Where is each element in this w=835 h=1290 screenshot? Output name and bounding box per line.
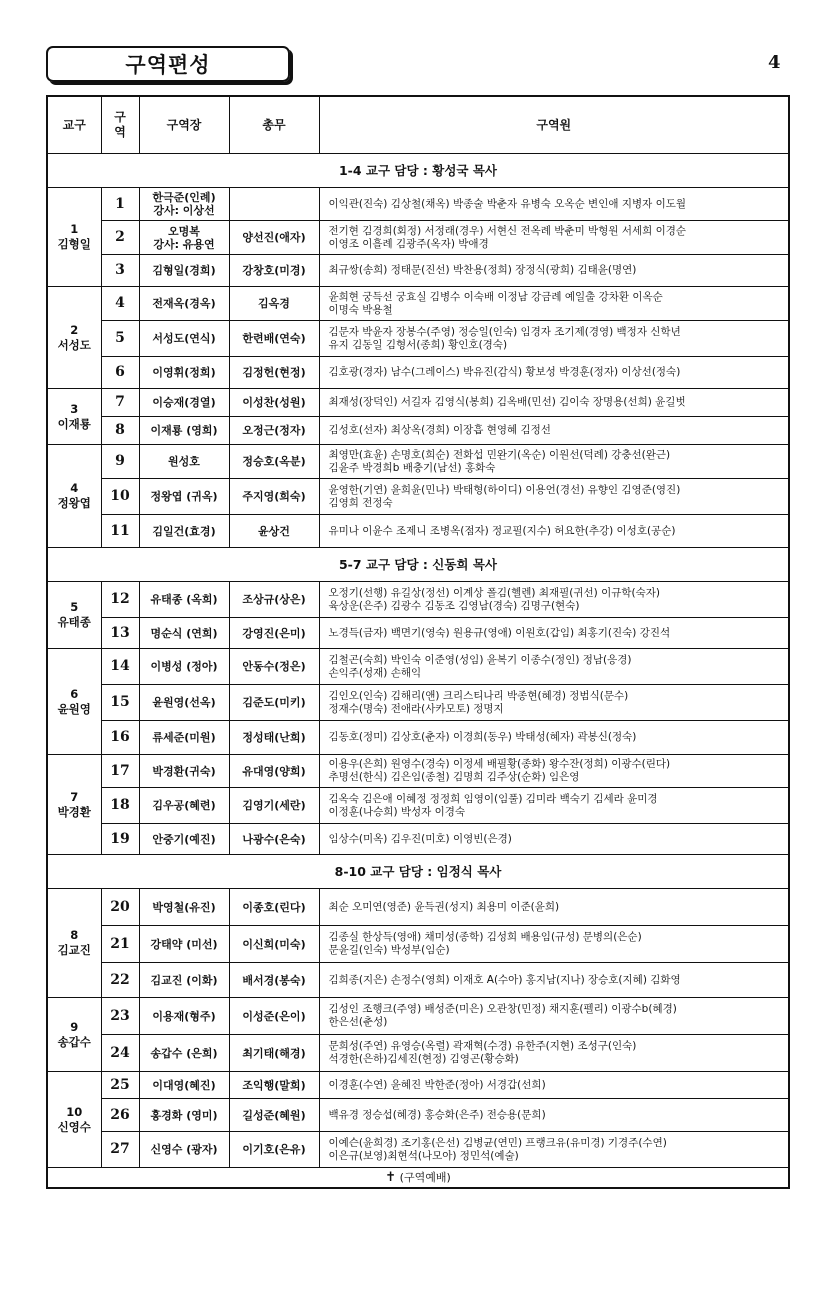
district-members: 최영만(효윤) 손명호(희순) 전화섭 민완기(옥순) 이원선(덕례) 강충선(완근) 김윤주 박경희b 배충기(남선) 홍화숙 [319, 445, 789, 479]
header-district: 구 역 [101, 96, 139, 154]
district-secretary: 한련배(연숙) [229, 321, 319, 357]
zone-cell: 10 신영수 [47, 1072, 101, 1168]
page-title: 구역편성 [46, 46, 290, 82]
table-row [47, 963, 789, 998]
district-number: 11 [101, 515, 139, 548]
district-secretary: 강창호(미경) [229, 255, 319, 287]
district-members: 문희성(주연) 유영승(옥렬) 곽재혁(수경) 유한주(지현) 조성구(인숙) 석경한(은하)김세진(현정) 김영곤(황승화) [319, 1035, 789, 1072]
district-members: 임상수(미옥) 김우진(미호) 이영빈(은경) [319, 824, 789, 855]
district-leader: 김교진 (이화) [139, 963, 229, 998]
district-leader: 김일건(효경) [139, 515, 229, 548]
district-number: 10 [101, 479, 139, 515]
district-number: 24 [101, 1035, 139, 1072]
table-row [47, 417, 789, 445]
district-number: 14 [101, 649, 139, 685]
district-members: 윤희현 궁득선 궁효실 김병수 이숙배 이정남 강금례 예일출 강차환 이옥순 이명숙 박용철 [319, 287, 789, 321]
district-secretary: 나광수(은숙) [229, 824, 319, 855]
district-secretary: 강영진(은미) [229, 618, 319, 649]
district-secretary: 양선진(애자) [229, 221, 319, 255]
table-row [47, 255, 789, 287]
district-number: 8 [101, 417, 139, 445]
district-leader: 김형일(경희) [139, 255, 229, 287]
district-leader: 류세준(미원) [139, 721, 229, 755]
district-leader: 이병성 (정아) [139, 649, 229, 685]
table-row [47, 221, 789, 255]
page-number: 4 [768, 52, 781, 73]
district-number: 15 [101, 685, 139, 721]
district-leader: 신영수 (광자) [139, 1132, 229, 1168]
table-row [47, 188, 789, 221]
district-number: 13 [101, 618, 139, 649]
table-row [47, 998, 789, 1035]
district-leader: 송갑수 (은희) [139, 1035, 229, 1072]
table-row [47, 649, 789, 685]
district-members: 최재성(장덕인) 서길자 김영식(봉희) 김옥배(민선) 김이숙 장명용(선희) 윤길벗 [319, 389, 789, 417]
district-leader: 이영휘(정희) [139, 357, 229, 389]
table-row [47, 685, 789, 721]
district-number: 4 [101, 287, 139, 321]
footer-text: (구역예배) [399, 1171, 451, 1184]
zone-cell: 1 김형일 [47, 188, 101, 287]
table-row [47, 618, 789, 649]
district-number: 12 [101, 582, 139, 618]
table-row [47, 389, 789, 417]
district-secretary: 주지영(희숙) [229, 479, 319, 515]
table-row [47, 479, 789, 515]
district-secretary: 김영기(세란) [229, 788, 319, 824]
district-secretary: 김옥경 [229, 287, 319, 321]
district-number: 26 [101, 1099, 139, 1132]
section-heading: 1-4 교구 담당 : 황성국 목사 [47, 154, 789, 188]
district-secretary: 최기태(해경) [229, 1035, 319, 1072]
district-members: 유미나 이윤수 조제니 조병옥(점자) 정교필(지수) 허요한(추강) 이성호(공순) [319, 515, 789, 548]
district-members: 김옥숙 김은애 이혜정 정정희 임영이(임풀) 김미라 백숙기 김세라 윤미경 이정훈(나승희) 박성자 이경숙 [319, 788, 789, 824]
zone-cell: 5 유태종 [47, 582, 101, 649]
district-number: 23 [101, 998, 139, 1035]
table-row [47, 445, 789, 479]
district-members: 이경훈(수연) 윤혜진 박한준(정아) 서경갑(선희) [319, 1072, 789, 1099]
table-row [47, 755, 789, 788]
district-members: 노경득(금자) 백면기(영숙) 원용규(영애) 이원호(갑임) 최홍기(진숙) 강진석 [319, 618, 789, 649]
table-row [47, 824, 789, 855]
district-leader: 안중기(예진) [139, 824, 229, 855]
district-number: 27 [101, 1132, 139, 1168]
district-secretary: 길성준(혜원) [229, 1099, 319, 1132]
district-secretary: 이성준(은이) [229, 998, 319, 1035]
table-body [47, 154, 789, 1168]
district-secretary: 조상규(상은) [229, 582, 319, 618]
table-row [47, 926, 789, 963]
district-leader: 명순식 (연희) [139, 618, 229, 649]
zone-cell: 4 정왕엽 [47, 445, 101, 548]
district-secretary: 정성태(난희) [229, 721, 319, 755]
district-leader: 이재룡 (영희) [139, 417, 229, 445]
district-leader: 오명복 강사: 유용연 [139, 221, 229, 255]
table-row [47, 321, 789, 357]
district-secretary: 이성찬(성원) [229, 389, 319, 417]
section-heading: 8-10 교구 담당 : 임정식 목사 [47, 855, 789, 889]
district-leader: 한극준(인례) 강사: 이상선 [139, 188, 229, 221]
table-row [47, 889, 789, 926]
district-secretary: 배서경(봉숙) [229, 963, 319, 998]
district-number: 21 [101, 926, 139, 963]
district-secretary: 정승호(옥분) [229, 445, 319, 479]
district-leader: 박경환(귀숙) [139, 755, 229, 788]
district-members: 김종실 한상득(영애) 채미성(종학) 김성희 배용임(규성) 문병의(은순) 문윤길(인숙) 박성부(임순) [319, 926, 789, 963]
section-heading-row [47, 154, 789, 188]
district-secretary: 김준도(미키) [229, 685, 319, 721]
district-members: 김희종(지은) 손정수(영희) 이재호 A(수아) 홍지남(지나) 장승호(지혜) 김화영 [319, 963, 789, 998]
district-leader: 이대영(혜진) [139, 1072, 229, 1099]
district-number: 7 [101, 389, 139, 417]
table-row [47, 287, 789, 321]
district-number: 2 [101, 221, 139, 255]
district-members: 김인오(인숙) 김해리(앤) 크리스티나리 박종현(혜경) 정범식(문수) 정재수(명숙) 전애라(사카모토) 정명지 [319, 685, 789, 721]
footer-cell [47, 1168, 789, 1189]
district-members: 전기현 김경희(회정) 서정래(경우) 서현신 전옥례 박춘미 박형원 서세희 이경순 이영조 이흘례 김광주(옥자) 박애경 [319, 221, 789, 255]
table-row [47, 1099, 789, 1132]
district-secretary: 오정근(정자) [229, 417, 319, 445]
district-leader: 김우공(혜련) [139, 788, 229, 824]
zone-cell: 6 윤원영 [47, 649, 101, 755]
zone-cell: 9 송갑수 [47, 998, 101, 1072]
district-number: 17 [101, 755, 139, 788]
table-header-row [47, 96, 789, 154]
zone-cell: 7 박경환 [47, 755, 101, 855]
table-row [47, 721, 789, 755]
district-number: 18 [101, 788, 139, 824]
district-members: 백유경 정승섭(혜경) 홍승화(은주) 전승용(문희) [319, 1099, 789, 1132]
district-members: 김성인 조행크(주영) 배성준(미은) 오관창(민정) 채지훈(펠리) 이광수b(혜경) 한은선(춘성) [319, 998, 789, 1035]
district-leader: 이승재(경열) [139, 389, 229, 417]
district-secretary: 김정헌(현정) [229, 357, 319, 389]
district-number: 20 [101, 889, 139, 926]
header-zone: 교구 [47, 96, 101, 154]
district-members: 오정기(선행) 유길상(정선) 이계상 폴김(헬렌) 최재필(귀선) 이규학(숙자) 육상운(은주) 김광수 김동조 김영남(경숙) 김명구(현숙) [319, 582, 789, 618]
table-row [47, 1132, 789, 1168]
table-row [47, 515, 789, 548]
district-leader: 강태약 (미선) [139, 926, 229, 963]
district-number: 16 [101, 721, 139, 755]
district-secretary: 이신희(미숙) [229, 926, 319, 963]
table-row [47, 357, 789, 389]
district-members: 김호광(경자) 남수(그레이스) 박유진(감식) 황보성 박경훈(정자) 이상선(정숙) [319, 357, 789, 389]
district-leader: 전재옥(경옥) [139, 287, 229, 321]
district-members: 이예슨(윤희경) 조기홍(은선) 김병균(연민) 프랭크유(유미경) 기경주(수연) 이은규(보영)최현석(나모아) 정민석(예술) [319, 1132, 789, 1168]
header-members: 구역원 [319, 96, 789, 154]
district-number: 19 [101, 824, 139, 855]
district-leader: 이용재(형주) [139, 998, 229, 1035]
district-leader: 유태종 (옥희) [139, 582, 229, 618]
district-members: 김문자 박윤자 장봉수(주영) 정승일(인숙) 임경자 조기제(경영) 백정자 신학년 유지 김동일 김형서(종희) 황인호(경숙) [319, 321, 789, 357]
district-table [46, 95, 790, 1189]
district-secretary: 유대영(양희) [229, 755, 319, 788]
district-members: 최순 오미연(영준) 윤득권(성지) 최용미 이준(윤희) [319, 889, 789, 926]
zone-cell: 8 김교진 [47, 889, 101, 998]
district-leader: 박영철(유진) [139, 889, 229, 926]
district-number: 6 [101, 357, 139, 389]
table-row [47, 1035, 789, 1072]
district-leader: 원성호 [139, 445, 229, 479]
district-number: 5 [101, 321, 139, 357]
district-secretary: 윤상건 [229, 515, 319, 548]
district-members: 이용우(은희) 원영수(경숙) 이정세 배필황(종화) 왕수잔(정희) 이광수(린다) 추명선(한식) 김은임(종철) 김명희 김주상(순화) 임은영 [319, 755, 789, 788]
zone-cell: 3 이재룡 [47, 389, 101, 445]
district-leader: 윤원영(선옥) [139, 685, 229, 721]
footer-row [47, 1168, 789, 1189]
district-members: 김동호(정미) 김상호(춘자) 이경희(동우) 박태성(혜자) 곽봉신(정숙) [319, 721, 789, 755]
zone-cell: 2 서성도 [47, 287, 101, 389]
district-secretary: 안동수(정은) [229, 649, 319, 685]
district-secretary: 이기호(은유) [229, 1132, 319, 1168]
district-leader: 서성도(연식) [139, 321, 229, 357]
district-number: 1 [101, 188, 139, 221]
district-members: 최규쌍(송희) 정태문(진선) 박찬용(정희) 장정식(광희) 김태윤(명연) [319, 255, 789, 287]
table-row [47, 582, 789, 618]
district-secretary: 조익행(말희) [229, 1072, 319, 1099]
district-number: 25 [101, 1072, 139, 1099]
district-secretary: 이종호(린다) [229, 889, 319, 926]
section-heading-row [47, 855, 789, 889]
district-members: 이익관(진숙) 김상철(채옥) 박종술 박춘자 유병숙 오옥순 변인애 지병자 이도월 [319, 188, 789, 221]
district-members: 김성호(선자) 최상옥(경희) 이장흡 현영혜 김정선 [319, 417, 789, 445]
district-secretary [229, 188, 319, 221]
section-heading: 5-7 교구 담당 : 신동희 목사 [47, 548, 789, 582]
district-leader: 정왕엽 (귀옥) [139, 479, 229, 515]
table-row [47, 788, 789, 824]
district-number: 22 [101, 963, 139, 998]
cross-icon: ✝ [385, 1170, 397, 1185]
header-secretary: 총무 [229, 96, 319, 154]
district-number: 3 [101, 255, 139, 287]
section-heading-row [47, 548, 789, 582]
district-members: 윤영한(기연) 윤희윤(민나) 박태형(하이디) 이용언(경선) 유향인 김영준(영진) 김영희 전정숙 [319, 479, 789, 515]
district-number: 9 [101, 445, 139, 479]
district-members: 김철곤(숙희) 박인숙 이준영(성임) 윤복기 이종수(정인) 정남(응경) 손익주(성재) 손해익 [319, 649, 789, 685]
header-leader: 구역장 [139, 96, 229, 154]
district-leader: 홍경화 (영미) [139, 1099, 229, 1132]
table-row [47, 1072, 789, 1099]
